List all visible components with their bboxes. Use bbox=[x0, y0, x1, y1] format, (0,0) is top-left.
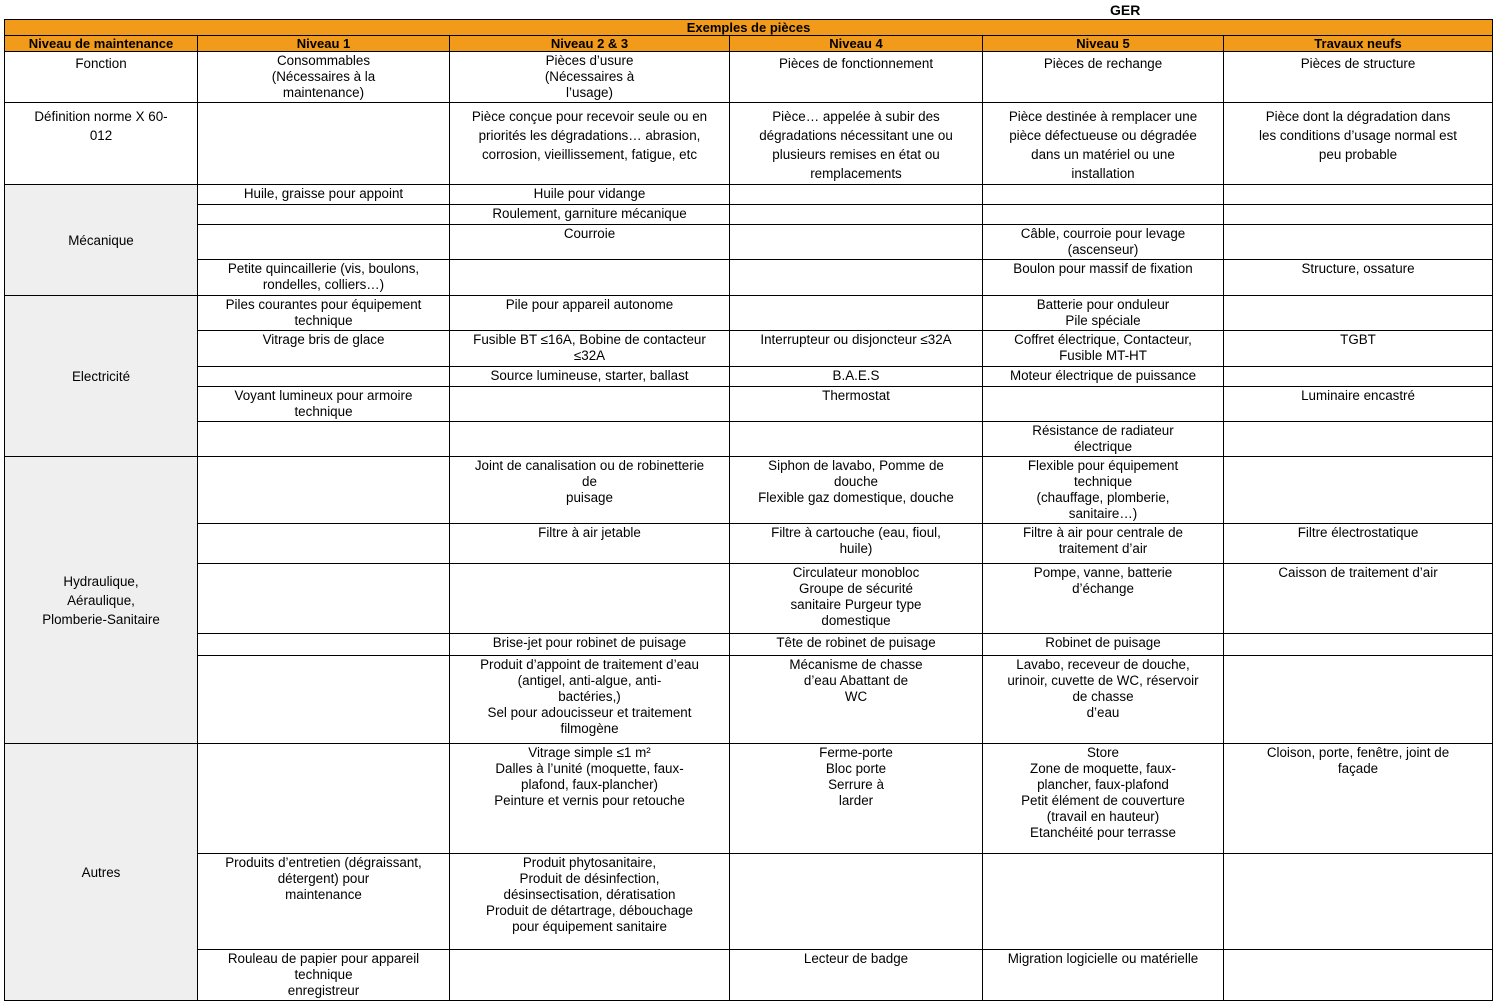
table-cell bbox=[730, 225, 983, 260]
table-cell: Boulon pour massif de fixation bbox=[983, 260, 1224, 296]
table-cell: Piles courantes pour équipement technique bbox=[198, 296, 450, 331]
table-cell: Tête de robinet de puisage bbox=[730, 634, 983, 656]
table-cell: Petite quincaillerie (vis, boulons, rondelles, colliers…) bbox=[198, 260, 450, 296]
table-cell bbox=[1224, 634, 1493, 656]
table-cell: Fusible BT ≤16A, Bobine de contacteur ≤32A bbox=[450, 331, 730, 367]
table-cell: Pièce dont la dégradation dans les conditions d’usage normal est peu probable bbox=[1224, 103, 1493, 185]
table-cell bbox=[1224, 296, 1493, 331]
table-row bbox=[5, 854, 1493, 950]
table-cell bbox=[198, 634, 450, 656]
table-cell: Courroie bbox=[450, 225, 730, 260]
table-cell: Coffret électrique, Contacteur, Fusible MT-HT bbox=[983, 331, 1224, 367]
table-cell: Siphon de lavabo, Pomme de douche Flexible gaz domestique, douche bbox=[730, 457, 983, 524]
table-row bbox=[5, 296, 1493, 331]
table-row bbox=[5, 331, 1493, 367]
header-cell: Travaux neufs bbox=[1224, 36, 1493, 52]
table-cell: Voyant lumineux pour armoire technique bbox=[198, 387, 450, 422]
page-label: GER bbox=[1110, 2, 1141, 18]
table-cell bbox=[450, 422, 730, 457]
table-cell bbox=[730, 296, 983, 331]
table-cell: Huile pour vidange bbox=[450, 185, 730, 205]
table-cell: TGBT bbox=[1224, 331, 1493, 367]
table-cell: Pièces de fonctionnement bbox=[730, 52, 983, 103]
table-cell: Interrupteur ou disjoncteur ≤32A bbox=[730, 331, 983, 367]
table-cell: Câble, courroie pour levage (ascenseur) bbox=[983, 225, 1224, 260]
table-row bbox=[5, 260, 1493, 296]
table-cell: Filtre à cartouche (eau, fioul, huile) bbox=[730, 524, 983, 564]
table-cell: Pompe, vanne, batterie d’échange bbox=[983, 564, 1224, 634]
table-cell bbox=[983, 205, 1224, 225]
table-cell: Ferme-porte Bloc porte Serrure à larder bbox=[730, 744, 983, 854]
table-cell: Moteur électrique de puissance bbox=[983, 367, 1224, 387]
header-cell: Niveau 1 bbox=[198, 36, 450, 52]
table-title: Exemples de pièces bbox=[5, 20, 1493, 36]
table-cell bbox=[1224, 367, 1493, 387]
table-cell bbox=[730, 185, 983, 205]
row-label-fonction: Fonction bbox=[5, 52, 198, 103]
table-cell bbox=[730, 205, 983, 225]
table-cell bbox=[198, 225, 450, 260]
table-row bbox=[5, 656, 1493, 744]
table-cell bbox=[198, 457, 450, 524]
table-cell: Pièce… appelée à subir des dégradations nécessitant une ou plusieurs remises en état ou remplacements bbox=[730, 103, 983, 185]
table-cell: Caisson de traitement d’air bbox=[1224, 564, 1493, 634]
table-cell: Pièces de rechange bbox=[983, 52, 1224, 103]
table-cell: Consommables (Nécessaires à la maintenance) bbox=[198, 52, 450, 103]
header-cell: Niveau de maintenance bbox=[5, 36, 198, 52]
table-row bbox=[5, 387, 1493, 422]
table-cell bbox=[730, 422, 983, 457]
table-row bbox=[5, 422, 1493, 457]
table-row bbox=[5, 950, 1493, 1001]
table-cell: Filtre électrostatique bbox=[1224, 524, 1493, 564]
table-cell: Migration logicielle ou matérielle bbox=[983, 950, 1224, 1001]
table-cell: Pièce conçue pour recevoir seule ou en priorités les dégradations… abrasion, corrosion, vieillissement, fatigue, etc bbox=[450, 103, 730, 185]
table-row bbox=[5, 457, 1493, 524]
table-cell: Produit d’appoint de traitement d’eau (antigel, anti-algue, anti- bactéries,) Sel pour adoucisseur et traitement filmogène bbox=[450, 656, 730, 744]
table-cell bbox=[198, 367, 450, 387]
table-cell bbox=[1224, 656, 1493, 744]
table-cell bbox=[1224, 225, 1493, 260]
maintenance-parts-table bbox=[4, 19, 1493, 1001]
table-row bbox=[5, 524, 1493, 564]
category-label: Mécanique bbox=[5, 185, 198, 296]
table-cell: Batterie pour onduleur Pile spéciale bbox=[983, 296, 1224, 331]
table-cell: Produit phytosanitaire, Produit de désinfection, désinsectisation, dératisation Produit de détartrage, débouchage pour équipement sanitaire bbox=[450, 854, 730, 950]
table-cell bbox=[730, 854, 983, 950]
table-cell bbox=[983, 387, 1224, 422]
table-cell bbox=[1224, 185, 1493, 205]
table-cell: Huile, graisse pour appoint bbox=[198, 185, 450, 205]
table-cell: Thermostat bbox=[730, 387, 983, 422]
table-cell: Filtre à air pour centrale de traitement d’air bbox=[983, 524, 1224, 564]
table-cell bbox=[198, 564, 450, 634]
table-cell: Joint de canalisation ou de robinetterie de puisage bbox=[450, 457, 730, 524]
table-cell bbox=[1224, 457, 1493, 524]
header-cell: Niveau 5 bbox=[983, 36, 1224, 52]
table-cell: Mécanisme de chasse d’eau Abattant de WC bbox=[730, 656, 983, 744]
category-label: Hydraulique, Aéraulique, Plomberie-Sanitaire bbox=[5, 457, 198, 744]
table-cell: Vitrage simple ≤1 m² Dalles à l’unité (moquette, faux- plafond, faux-plancher) Peinture et vernis pour retouche bbox=[450, 744, 730, 854]
table-row bbox=[5, 185, 1493, 205]
table-cell: Produits d’entretien (dégraissant, détergent) pour maintenance bbox=[198, 854, 450, 950]
table-cell: Lavabo, receveur de douche, urinoir, cuvette de WC, réservoir de chasse d’eau bbox=[983, 656, 1224, 744]
table-cell: Roulement, garniture mécanique bbox=[450, 205, 730, 225]
table-cell: Résistance de radiateur électrique bbox=[983, 422, 1224, 457]
table-cell: B.A.E.S bbox=[730, 367, 983, 387]
table-cell: Circulateur monobloc Groupe de sécurité sanitaire Purgeur type domestique bbox=[730, 564, 983, 634]
table-cell bbox=[450, 950, 730, 1001]
table-cell: Pièces d’usure (Nécessaires à l’usage) bbox=[450, 52, 730, 103]
table-row bbox=[5, 205, 1493, 225]
table-cell: Source lumineuse, starter, ballast bbox=[450, 367, 730, 387]
table-cell: Cloison, porte, fenêtre, joint de façade bbox=[1224, 744, 1493, 854]
table-cell: Lecteur de badge bbox=[730, 950, 983, 1001]
table-cell bbox=[198, 103, 450, 185]
table-cell bbox=[730, 260, 983, 296]
table-row bbox=[5, 367, 1493, 387]
table-cell bbox=[198, 422, 450, 457]
table-cell bbox=[450, 260, 730, 296]
table-cell: Rouleau de papier pour appareil technique enregistreur bbox=[198, 950, 450, 1001]
table-cell: Brise-jet pour robinet de puisage bbox=[450, 634, 730, 656]
table-row bbox=[5, 634, 1493, 656]
category-label: Autres bbox=[5, 744, 198, 1001]
table-cell: Pile pour appareil autonome bbox=[450, 296, 730, 331]
category-label: Electricité bbox=[5, 296, 198, 457]
header-cell: Niveau 2 & 3 bbox=[450, 36, 730, 52]
header-cell: Niveau 4 bbox=[730, 36, 983, 52]
table-cell bbox=[1224, 205, 1493, 225]
table-row bbox=[5, 225, 1493, 260]
table-cell: Store Zone de moquette, faux- plancher, faux-plafond Petit élément de couverture (travail en hauteur) Etanchéité pour terrasse bbox=[983, 744, 1224, 854]
table-cell bbox=[450, 387, 730, 422]
table-cell: Pièce destinée à remplacer une pièce défectueuse ou dégradée dans un matériel ou une installation bbox=[983, 103, 1224, 185]
table-cell: Filtre à air jetable bbox=[450, 524, 730, 564]
table-cell bbox=[198, 524, 450, 564]
table-cell bbox=[1224, 854, 1493, 950]
table-cell: Vitrage bris de glace bbox=[198, 331, 450, 367]
table-row bbox=[5, 744, 1493, 854]
table-cell bbox=[198, 656, 450, 744]
table-cell bbox=[198, 744, 450, 854]
table-cell bbox=[983, 854, 1224, 950]
table-cell bbox=[450, 564, 730, 634]
table-cell bbox=[1224, 422, 1493, 457]
table-cell: Pièces de structure bbox=[1224, 52, 1493, 103]
table-cell: Structure, ossature bbox=[1224, 260, 1493, 296]
table-cell: Flexible pour équipement technique (chauffage, plomberie, sanitaire…) bbox=[983, 457, 1224, 524]
table-cell bbox=[198, 205, 450, 225]
table-cell: Robinet de puisage bbox=[983, 634, 1224, 656]
table-cell bbox=[983, 185, 1224, 205]
table-cell bbox=[1224, 950, 1493, 1001]
row-label-definition: Définition norme X 60- 012 bbox=[5, 103, 198, 185]
table-row bbox=[5, 564, 1493, 634]
table-cell: Luminaire encastré bbox=[1224, 387, 1493, 422]
